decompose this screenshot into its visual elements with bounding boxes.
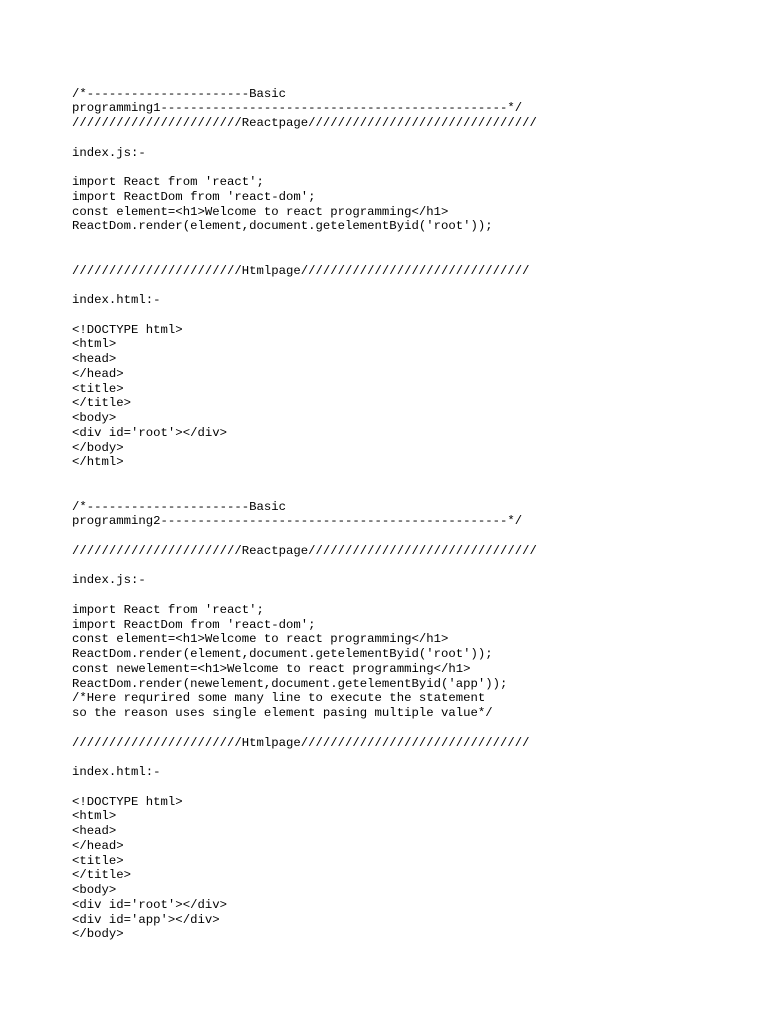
code-line: import React from 'react'; [72, 175, 264, 189]
code-line [72, 559, 752, 574]
code-line [72, 529, 752, 544]
code-line: <head> [72, 352, 117, 366]
code-line [72, 750, 752, 765]
code-line: <!DOCTYPE html> [72, 322, 183, 337]
code-line: ///////////////////////Reactpage/////////////////////////////// [72, 116, 537, 130]
code-line: ///////////////////////Htmlpage/////////////////////////////// [72, 263, 530, 278]
code-line: /*----------------------Basic [72, 499, 287, 514]
code-line: <body> [72, 411, 117, 425]
code-line: </title> [72, 396, 132, 411]
code-line: const element=<h1>Welcome to react programming</h1> [72, 204, 449, 219]
code-line: </head> [72, 838, 124, 853]
code-line [72, 249, 752, 264]
code-line: </body> [72, 927, 124, 942]
code-line: <title> [72, 853, 124, 868]
code-line: ReactDom.render(element,document.getelementByid('root')); [72, 647, 493, 661]
code-line: <title> [72, 381, 124, 396]
code-line: <html> [72, 337, 117, 352]
code-line: import React from 'react'; [72, 602, 264, 617]
code-line: index.html:- [72, 293, 161, 307]
code-line [72, 234, 752, 249]
code-line: index.html:- [72, 765, 161, 779]
code-line [72, 470, 752, 485]
code-line: ReactDom.render(element,document.getelementByid('root')); [72, 219, 493, 234]
code-line: <body> [72, 883, 117, 897]
code-line: <html> [72, 809, 117, 824]
code-line: index.js:- [72, 145, 146, 160]
code-line: <!DOCTYPE html> [72, 794, 183, 809]
code-line [72, 485, 752, 500]
code-line: programming2-----------------------------------------------*/ [72, 514, 523, 529]
code-line: const newelement=<h1>Welcome to react programming</h1> [72, 661, 471, 676]
code-line: so the reason uses single element pasing multiple value*/ [72, 706, 493, 720]
code-line: import ReactDom from 'react-dom'; [72, 189, 316, 204]
code-line [72, 721, 752, 736]
code-line: </html> [72, 455, 124, 470]
code-line: </title> [72, 868, 132, 883]
code-line: programming1-----------------------------------------------*/ [72, 101, 523, 116]
code-line: </body> [72, 440, 124, 455]
code-line: index.js:- [72, 573, 146, 588]
code-line: </head> [72, 366, 124, 381]
code-line: const element=<h1>Welcome to react programming</h1> [72, 632, 449, 647]
code-line [72, 278, 752, 293]
code-line: import ReactDom from 'react-dom'; [72, 617, 316, 632]
code-line: <div id='root'></div> [72, 425, 227, 440]
code-line: ///////////////////////Htmlpage/////////////////////////////// [72, 735, 530, 750]
code-line [72, 160, 752, 175]
code-line [72, 308, 752, 323]
code-line: ///////////////////////Reactpage/////////////////////////////// [72, 543, 537, 558]
code-line [72, 588, 752, 603]
code-line: /*Here requrired some many line to execute the statement [72, 691, 486, 706]
code-line: /*----------------------Basic [72, 86, 287, 101]
code-line: <div id='root'></div> [72, 897, 227, 912]
code-line [72, 131, 752, 146]
code-line: <div id='app'></div> [72, 912, 220, 927]
code-line: ReactDom.render(newelement,document.getelementByid('app')); [72, 676, 508, 691]
code-listing [72, 87, 752, 943]
code-line: <head> [72, 824, 117, 838]
code-line [72, 780, 752, 795]
